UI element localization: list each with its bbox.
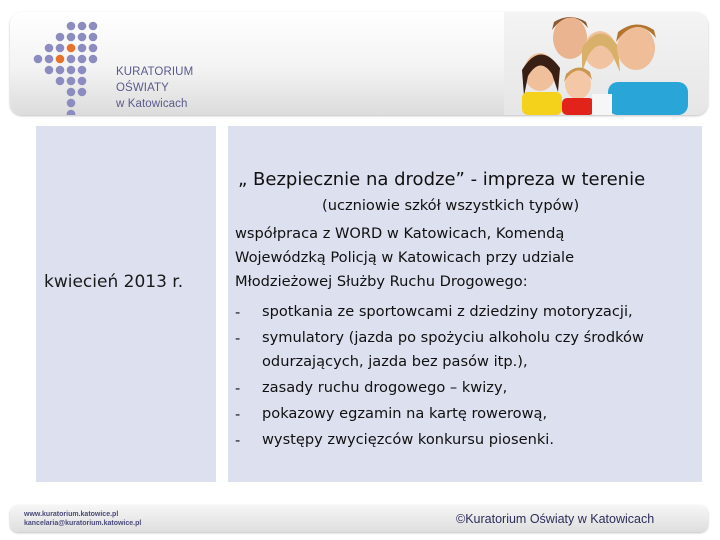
logo-line-1: KURATORIUM: [116, 66, 194, 78]
list-item-text: symulatory (jazda po spożyciu alkoholu czy środków: [262, 329, 644, 346]
website-link[interactable]: www.kuratorium.katowice.pl: [24, 511, 119, 518]
list-item: [235, 376, 700, 402]
list-item-text: pokazowy egzamin na kartę rowerową,: [262, 405, 548, 422]
bullet-dash: -: [235, 330, 241, 347]
intro-line: Wojewódzką Policją w Katowicach przy udziale: [235, 249, 575, 266]
list-item-text: odurzających, jazda bez pasów itp.),: [262, 353, 528, 370]
copyright-text: ©Kuratorium Oświaty w Katowicach: [456, 512, 655, 526]
date-panel: [36, 126, 216, 482]
list-item: [235, 428, 700, 454]
bullet-dash: -: [235, 380, 241, 397]
list-item: [235, 300, 700, 326]
event-subtitle: (uczniowie szkół wszystkich typów): [322, 197, 580, 214]
logo-line-2: OŚWIATY: [116, 82, 169, 94]
event-intro: [235, 222, 695, 294]
logo-text: [116, 64, 193, 112]
children-photo: [504, 12, 708, 115]
kuratorium-logo-icon: [30, 18, 112, 115]
bullet-dash: -: [235, 432, 241, 449]
intro-line: współpraca z WORD w Katowicach, Komendą: [235, 225, 565, 242]
list-item: [235, 326, 700, 374]
activity-list: [235, 300, 700, 454]
event-date: kwiecień 2013 r.: [44, 272, 184, 292]
list-item-text: spotkania ze sportowcami z dziedziny motoryzacji,: [262, 303, 633, 320]
email-link[interactable]: kancelaria@kuratorium.katowice.pl: [24, 520, 142, 527]
list-item-text: zasady ruchu drogowego – kwizy,: [262, 379, 508, 396]
header-banner: [10, 12, 708, 115]
logo-line-3: w Katowicach: [116, 98, 188, 110]
list-item-text: występy zwycięzców konkursu piosenki.: [262, 431, 554, 448]
footer-contact: [24, 510, 141, 528]
intro-line: Młodzieżowej Służby Ruchu Drogowego:: [235, 273, 528, 290]
bullet-dash: -: [235, 304, 241, 321]
bullet-dash: -: [235, 406, 241, 423]
list-item: [235, 402, 700, 428]
event-title: „ Bezpiecznie na drodze” - impreza w terenie: [238, 169, 646, 190]
